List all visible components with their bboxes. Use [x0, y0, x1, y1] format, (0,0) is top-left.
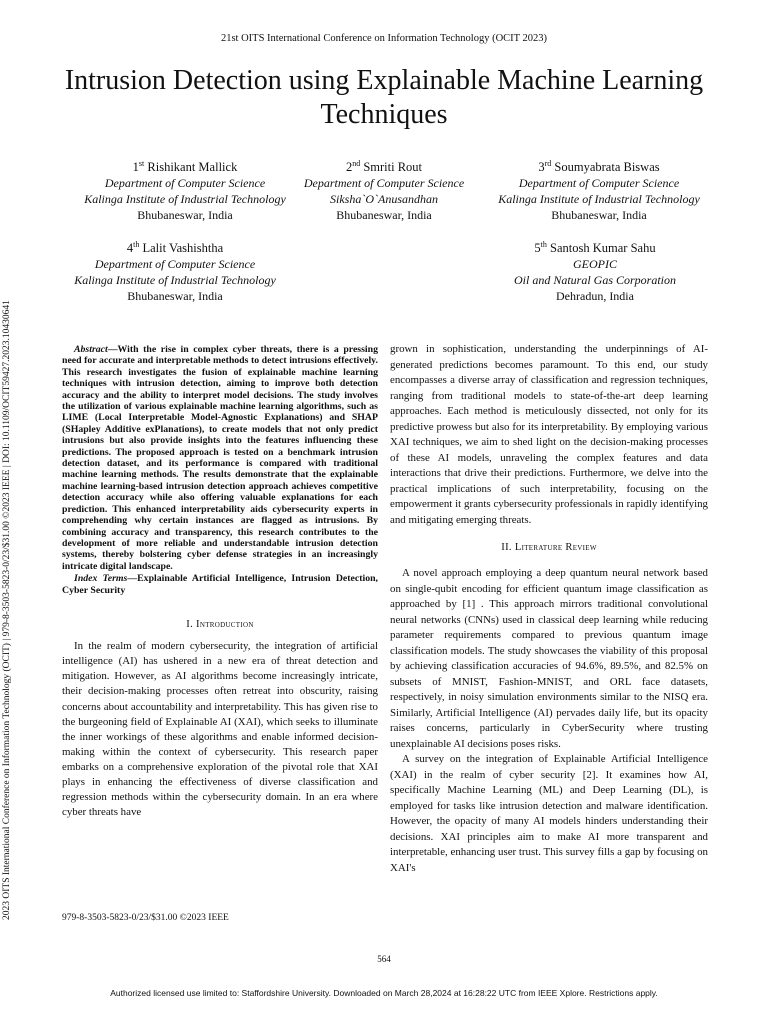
author-5-city: Dehradun, India [556, 289, 634, 304]
index-terms [62, 573, 378, 596]
author-5-dept: GEOPIC [573, 257, 617, 272]
author-5-org: Oil and Natural Gas Corporation [513, 273, 677, 288]
author-4 [50, 237, 300, 304]
author-2-name: 2nd Smriti Rout [345, 159, 423, 175]
author-3 [474, 156, 724, 223]
license-notice: Authorized licensed use limited to: Staffordshire University. Downloaded on March 28,2024 at 16:28:22 UTC from IEEE Xplore. Restrictions apply. [110, 988, 658, 998]
author-4-dept: Department of Computer Science [94, 257, 256, 272]
abstract-text: —With the rise in complex cyber threats, there is a pressing need for accurate and interpretable methods to detect intrusions effectively. This research investigates the fusion of explainable machine learning techniques with intrusion detection, aiming to improve both detection accuracy and the ability to interpret model decisions. The study involves the utilization of various explainable machine learning algorithms, such as LIME (Local Interpretable Model-Agnostic Explanations) and SHAP (SHapley Additive exPlanations), to create models that not only predict intrusions but also provide insights into the features influencing these predictions. The proposed approach is tested on a benchmark intrusion detection dataset, and its performance is compared with traditional machine learning methods. The results demonstrate that the explainable machine learning-based intrusion detection approach achieves competitive detection accuracy while also offering valuable explanations for each prediction. This enhanced interpretability aids cybersecurity experts in comprehending why certain instances are flagged as intrusions. By combining accuracy and transparency, this research contributes to the development of more reliable and understandable intrusion detection systems, thereby bolstering cyber defense strategies in an increasingly intricate digital landscape. [62, 344, 378, 572]
author-5 [480, 237, 710, 304]
intro-continued: grown in sophistication, understanding the underpinnings of AI-generated predictions becomes paramount. To this end, our study encompasses a diverse array of classification and regression techniques, ranging from traditional models to state-of-the-art deep learning approaches. Each method is meticulously dissected, not only for its predictive prowess but also for its interpretability. By employing various XAI techniques, we aim to shed light on the decision-making processes of these AI models, unraveling the complex features and data interactions that drive their predictions. Furthermore, we delve into the practical implications of such interpretability, focusing on the empowerment it grants cybersecurity professionals in rapidly identifying and mitigating emerging threats. [390, 343, 708, 526]
author-3-city: Bhubaneswar, India [551, 208, 647, 223]
author-5-name: 5th Santosh Kumar Sahu [534, 240, 656, 256]
abstract [62, 344, 378, 572]
author-2-dept: Department of Computer Science [303, 176, 465, 191]
right-column [390, 342, 708, 876]
intro-heading: I. Introduction [186, 618, 254, 630]
index-terms-label: Index Terms [74, 573, 128, 585]
author-1 [60, 156, 310, 223]
author-3-name: 3rd Soumyabrata Biswas [538, 159, 660, 175]
author-2-org: Siksha`O`Anusandhan [330, 192, 438, 207]
author-2-city: Bhubaneswar, India [336, 208, 432, 223]
conference-header: 21st OITS International Conference on Information Technology (OCIT 2023) [220, 33, 548, 44]
intro-paragraph: In the realm of modern cybersecurity, the integration of artificial intelligence (AI) has ushered in a new era of threat detection and mitigation. However, as AI algorithms become increasingly intricate, their decision-making processes often retreat into obscurity, raising concerns about accountability and interpretability. This has given rise to the burgeoning field of Explainable AI (XAI), which seeks to illuminate the inner workings of these algorithms and enable informed decision-making within the context of cybersecurity. This research paper embarks on a comprehensive exploration of the pivotal role that XAI plays in enhancing the effectiveness of diverse classification and regression methods within the cybersecurity domain. In an era where cyber threats have [62, 640, 378, 819]
abstract-label: Abstract [74, 344, 108, 355]
copyright-notice: 979-8-3503-5823-0/23/$31.00 ©2023 IEEE [62, 913, 229, 923]
page-number: 564 [377, 954, 391, 964]
paper-title: Intrusion Detection using Explainable Machine Learning Techniques [64, 65, 704, 130]
literature-paragraph-1: A novel approach employing a deep quantum neural network based on single-qubit encoding for efficient quantum image classification as approached by [1] . This approach mirrors traditional convolutional neural networks (CNNs) used in classical deep learning while reducing parameter requirements compared to previous quantum image classification models. The study showcases the viability of this proposal by achieving classification accuracies of 94.6%, 89.5%, and 82.5% on subsets of MNIST, Fashion-MNIST, and ORL face datasets, respectively, in noisy simulation environments similar to the NISQ era. Similarly, Artificial Intelligence (AI) pervades daily life, but its opacity raises concerns, particularly in CyberSecurity where trusting unexplainable AI decisions poses risks. [390, 567, 708, 750]
author-1-city: Bhubaneswar, India [137, 208, 233, 223]
index-terms-text: —Explainable Artificial Intelligence, Intrusion Detection, Cyber Security [62, 573, 378, 596]
literature-paragraph-2: A survey on the integration of Explainable Artificial Intelligence (XAI) in the realm of cyber security [2]. It examines how AI, specifically Machine Learning (ML) and Deep Learning (DL), is employed for tasks like intrusion detection and malware identification. However, the opacity of many AI models hinders understanding their decisions. XAI principles aim to make AI more transparent and interpretable, enhancing user trust. This survey fills a gap by focusing on XAI's [390, 753, 708, 874]
author-4-city: Bhubaneswar, India [127, 289, 223, 304]
author-4-org: Kalinga Institute of Industrial Technology [74, 273, 276, 288]
author-1-name: 1st Rishikant Mallick [132, 159, 238, 175]
author-2 [280, 156, 488, 223]
author-3-dept: Department of Computer Science [518, 176, 680, 191]
author-3-org: Kalinga Institute of Industrial Technology [498, 192, 700, 207]
author-1-org: Kalinga Institute of Industrial Technology [84, 192, 286, 207]
author-4-name: 4th Lalit Vashishtha [126, 240, 224, 256]
left-column [62, 344, 378, 820]
side-doi-text: 2023 OITS International Conference on Information Technology (OCIT) | 979-8-3503-5823-0/23/$31.00 ©2023 IEEE | DOI: 10.1109/OCIT59427.2023.10430641 [2, 300, 12, 920]
author-1-dept: Department of Computer Science [104, 176, 266, 191]
literature-heading: II. Literature Review [501, 542, 597, 553]
